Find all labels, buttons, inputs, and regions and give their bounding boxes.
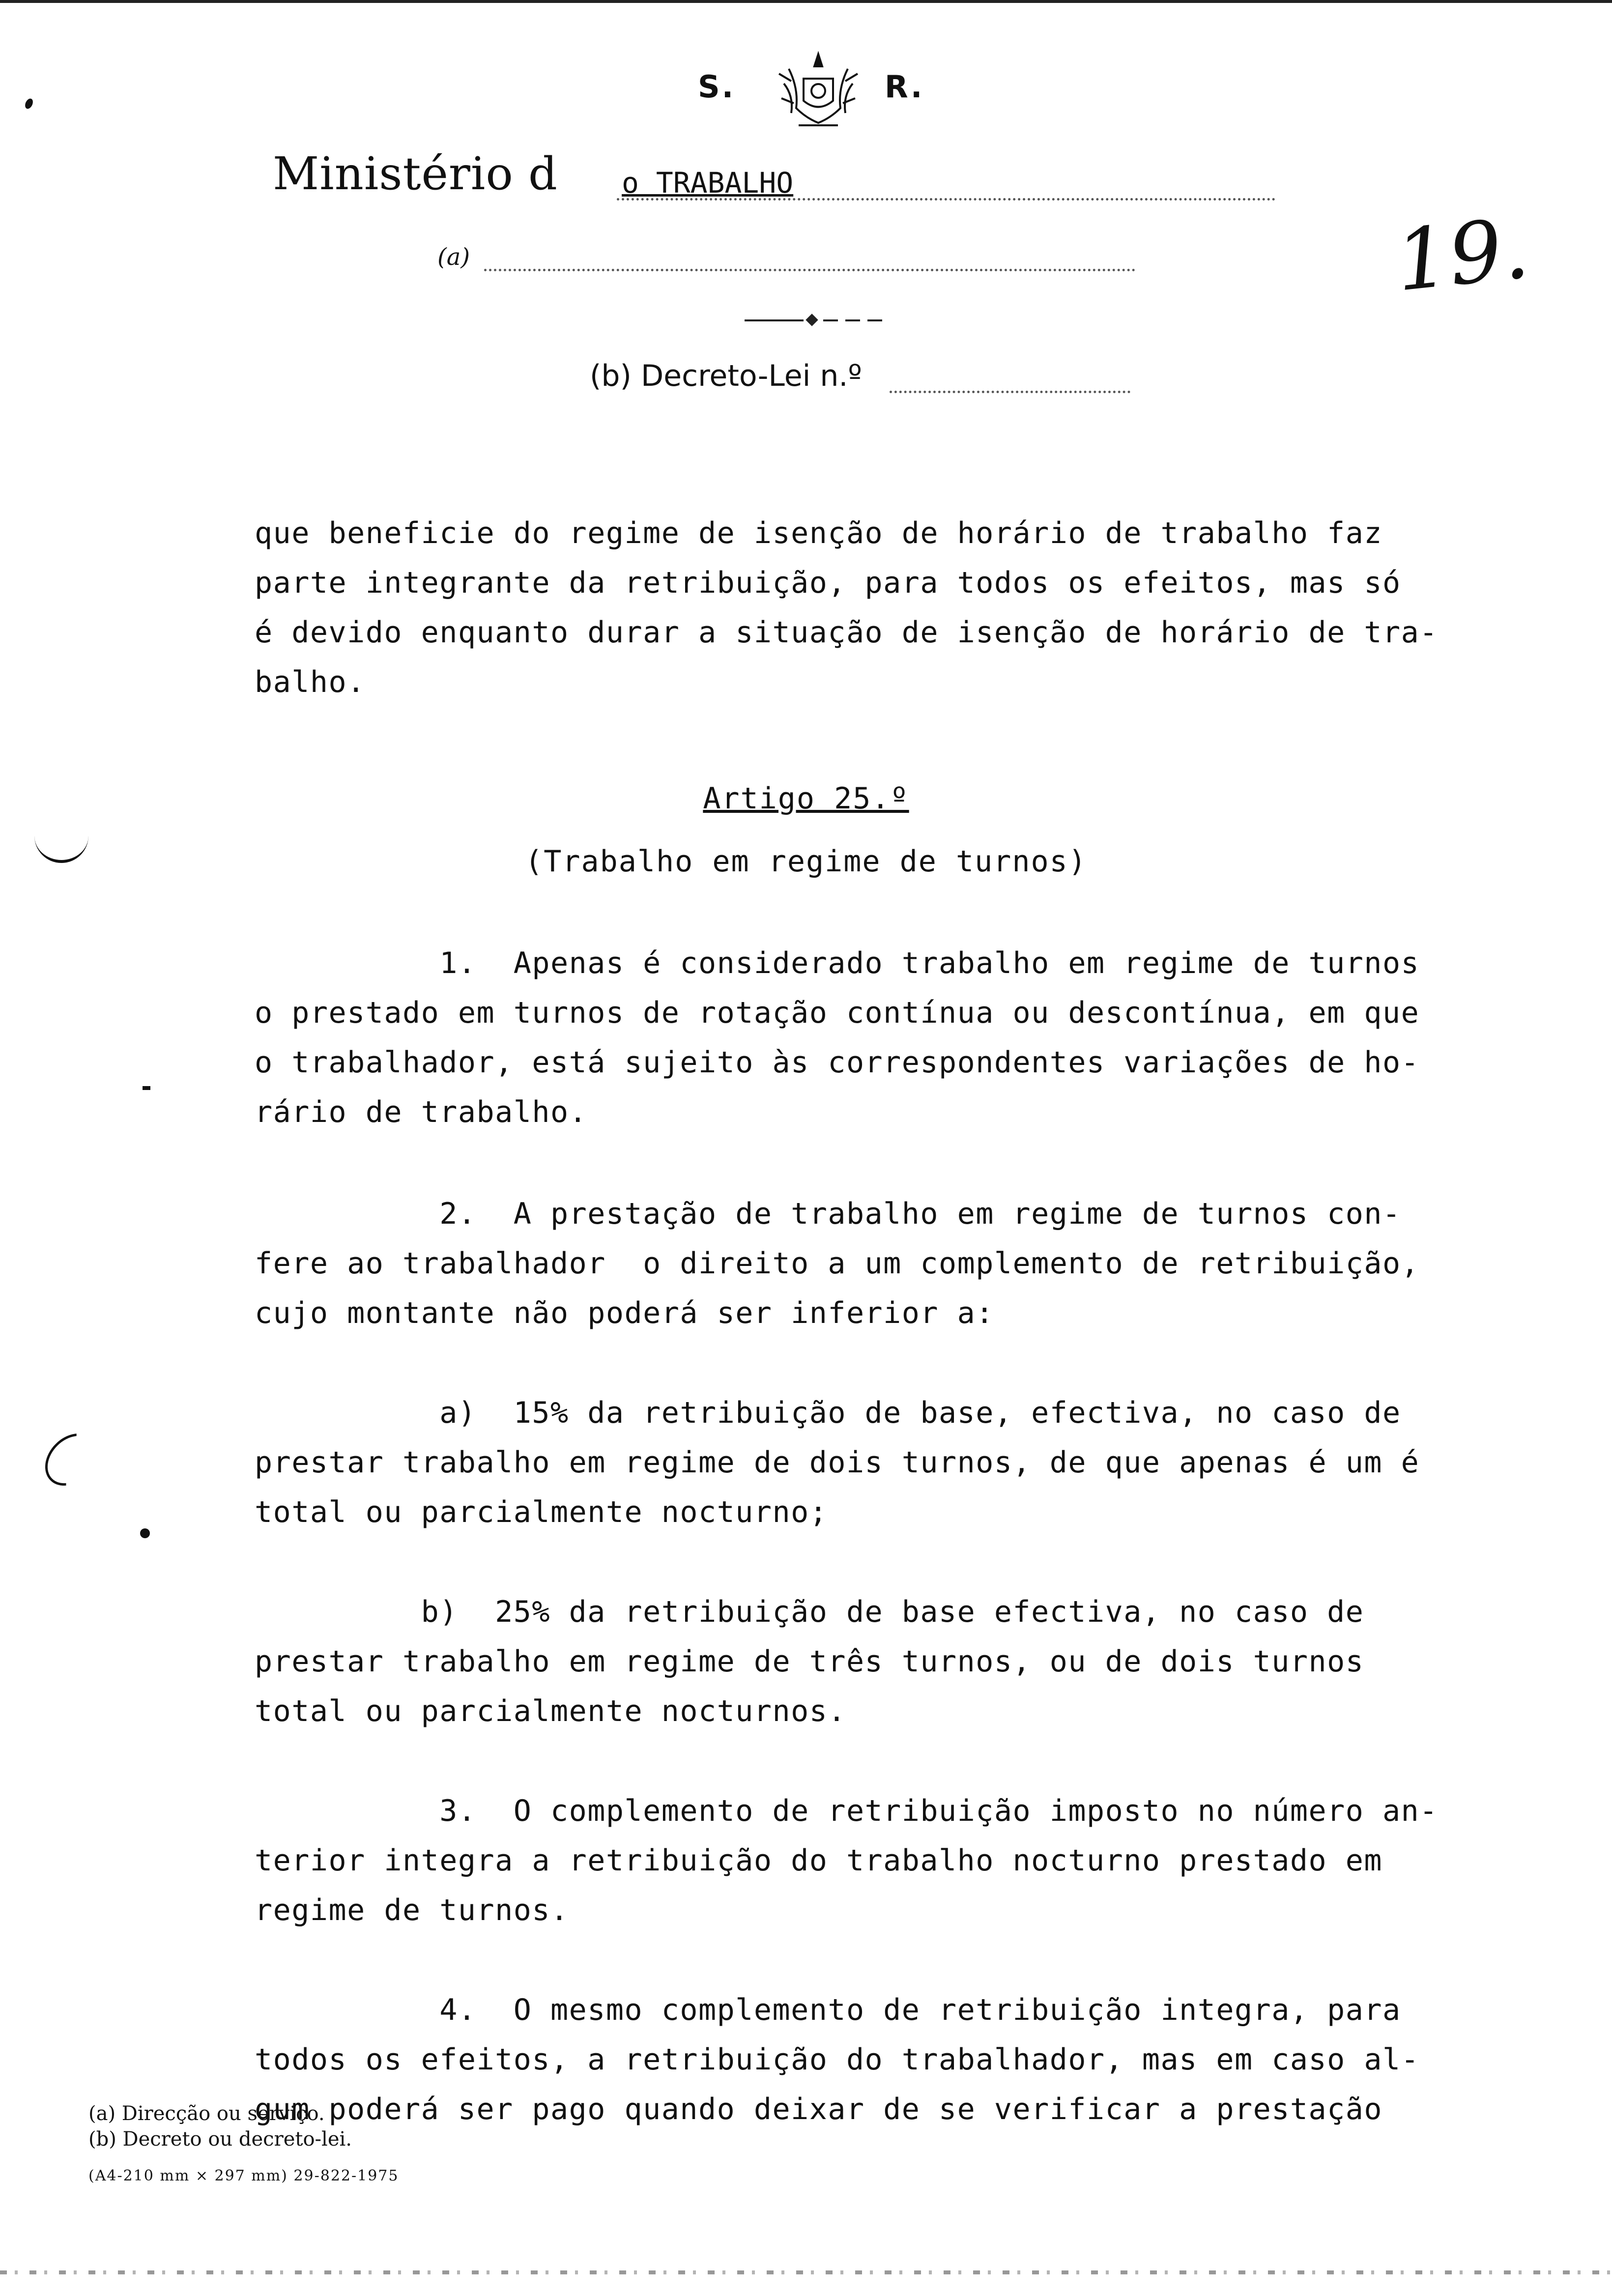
state-emblem-header [678,49,953,133]
top-border-line [0,0,1612,3]
scan-mark [143,1086,150,1090]
emblem-right-letter: R. [885,69,924,105]
decree-line [590,359,1032,403]
paragraph-4: 4. O mesmo complemento de retribuição integra, para todos os efeitos, a retribuição do trabalhador, mas em caso al- gum poderá ser pago quando deixar de se verificar a prestação [255,1993,1420,2126]
ministry-label: Ministério d [273,147,558,200]
paragraph-3: 3. O complemento de retribuição imposto no número an- terior integra a retribuição do trabalho nocturno prestado em regime de turnos. [255,1794,1438,1927]
handwritten-page-number: 19. [1391,200,1533,311]
ornamental-divider [745,316,882,325]
paragraph-1: 1. Apenas é considerado trabalho em regime de turnos o prestado em turnos de rotação contínua ou descontínua, em que o trabalhador, está sujeito às correspondentes variações de ho- rário de trabalho. [255,946,1420,1129]
footnote-b: (b) Decreto ou decreto-lei. [88,2128,352,2151]
ministry-line [273,147,1280,211]
footnote-a: (a) Direcção ou serviço. [88,2102,325,2125]
decree-label: (b) Decreto-Lei n.º [590,359,862,393]
dotted-fill-line [617,198,1275,201]
paragraph-2b: b) 25% da retribuição de base efectiva, no caso de prestar trabalho em regime de três turnos, ou de dois turnos total ou parcialmente nocturnos. [255,1595,1364,1728]
scan-mark [140,1528,150,1538]
diamond-icon [806,314,818,326]
paragraph-2a: a) 15% da retribuição de base, efectiva, no caso de prestar trabalho em regime de dois turnos, de que apenas é um é total ou parcialmente nocturno; [255,1396,1420,1529]
emblem-left-letter: S. [698,69,736,105]
intro-paragraph: que beneficie do regime de isenção de horário de trabalho faz parte integrante da retribuição, para todos os efeitos, mas só é devido enquanto durar a situação de isenção de horário de tra- balho. [255,516,1438,699]
dotted-fill-line [484,269,1135,271]
article-title: Artigo 25.º [703,781,909,816]
department-field [437,243,1204,283]
paragraph-2: 2. A prestação de trabalho em regime de turnos con- fere ao trabalhador o direito a um complemento de retribuição, cujo montante não poderá ser inferior a: [255,1197,1420,1330]
footnotes [88,2101,678,2152]
scan-edge-noise [0,2270,1612,2274]
print-code: (A4-210 mm × 297 mm) 29-822-1975 [88,2167,399,2184]
ministry-name: o TRABALHO [622,166,794,200]
scan-mark [35,1423,108,1496]
article-subtitle: (Trabalho em regime de turnos) [525,844,1087,879]
dotted-fill-line [890,391,1130,393]
coat-of-arms-icon [769,49,867,133]
scan-mark [24,97,34,110]
department-field-label: (a) [437,243,470,271]
